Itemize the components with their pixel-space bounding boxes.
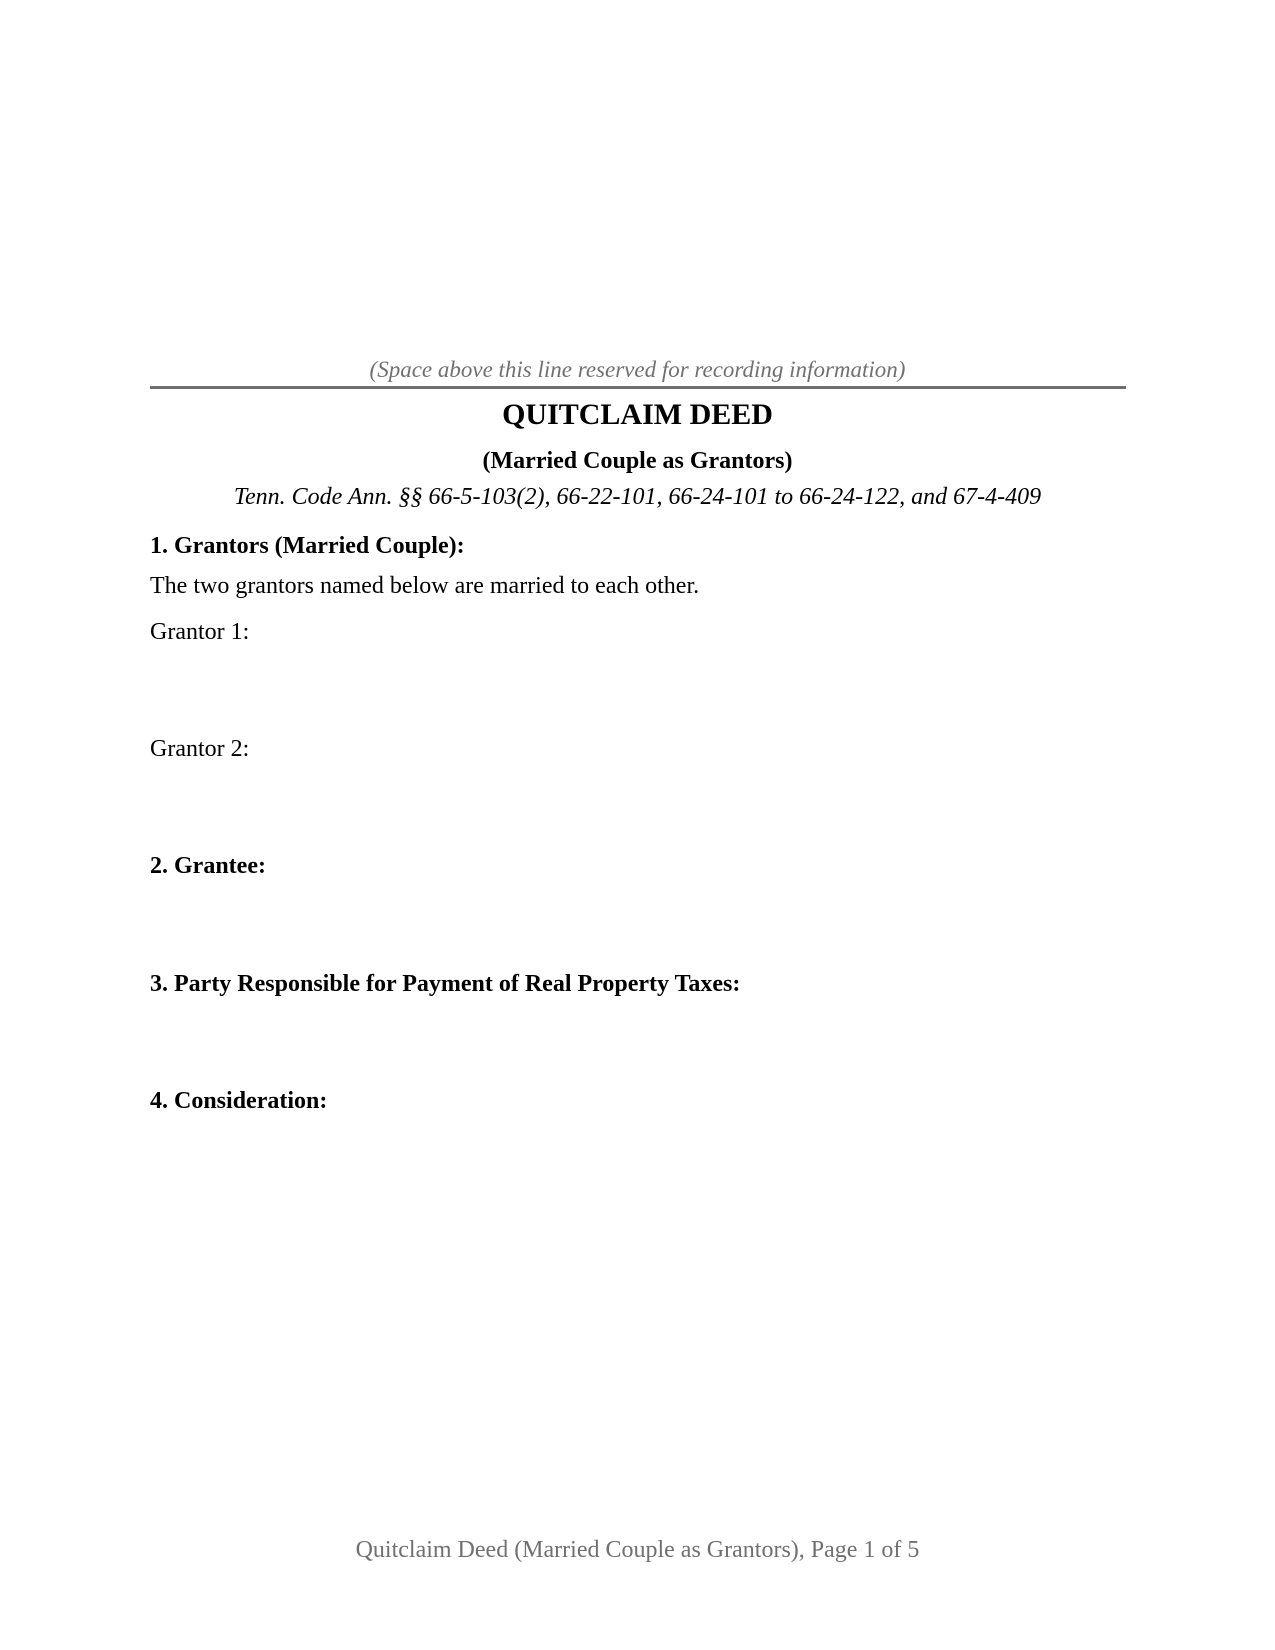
grantor-1-label: Grantor 1: (150, 619, 250, 645)
page-footer: Quitclaim Deed (Married Couple as Grantors), Page 1 of 5 (355, 1537, 920, 1563)
section-consideration-heading: 4. Consideration: (150, 1088, 328, 1114)
recording-divider-line (150, 386, 1126, 389)
section-taxes-heading: 3. Party Responsible for Payment of Real Property Taxes: (150, 971, 741, 997)
document-title: QUITCLAIM DEED (502, 398, 773, 431)
grantor-2-label: Grantor 2: (150, 736, 250, 762)
recording-space-note: (Space above this line reserved for recording information) (369, 357, 906, 382)
statute-citation: Tenn. Code Ann. §§ 66-5-103(2), 66-22-101, 66-24-101 to 66-24-122, and 67-4-409 (233, 484, 1042, 510)
document-subtitle: (Married Couple as Grantors) (482, 448, 793, 474)
section-grantee-heading: 2. Grantee: (150, 853, 266, 879)
section-grantors-heading: 1. Grantors (Married Couple): (150, 533, 465, 559)
section-grantors-intro: The two grantors named below are married to each other. (150, 573, 700, 599)
